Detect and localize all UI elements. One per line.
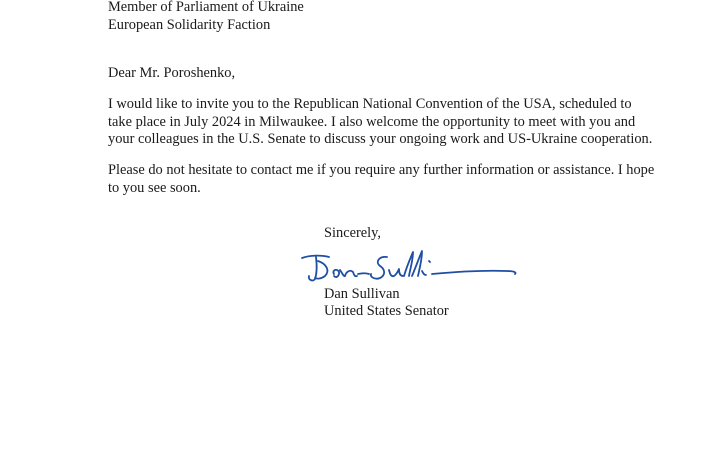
salutation: Dear Mr. Poroshenko, [108,65,236,81]
handwritten-signature [296,247,521,285]
paragraph-1-line-3: your colleagues in the U.S. Senate to discuss your ongoing work and US-Ukraine cooperation. [108,131,653,147]
recipient-faction-line: European Solidarity Faction [108,17,271,33]
paragraph-1-line-2: take place in July 2024 in Milwaukee. I also welcome the opportunity to meet with you and [108,114,636,130]
signer-name: Dan Sullivan [324,286,400,302]
paragraph-2-line-1: Please do not hesitate to contact me if you require any further information or assistance. I hope [108,162,655,178]
recipient-title-line: Member of Parliament of Ukraine [108,0,304,15]
paragraph-2-line-2: to you see soon. [108,180,201,196]
closing: Sincerely, [324,225,382,241]
paragraph-1-line-1: I would like to invite you to the Republican National Convention of the USA, scheduled to [108,96,632,112]
signer-title: United States Senator [324,303,449,319]
